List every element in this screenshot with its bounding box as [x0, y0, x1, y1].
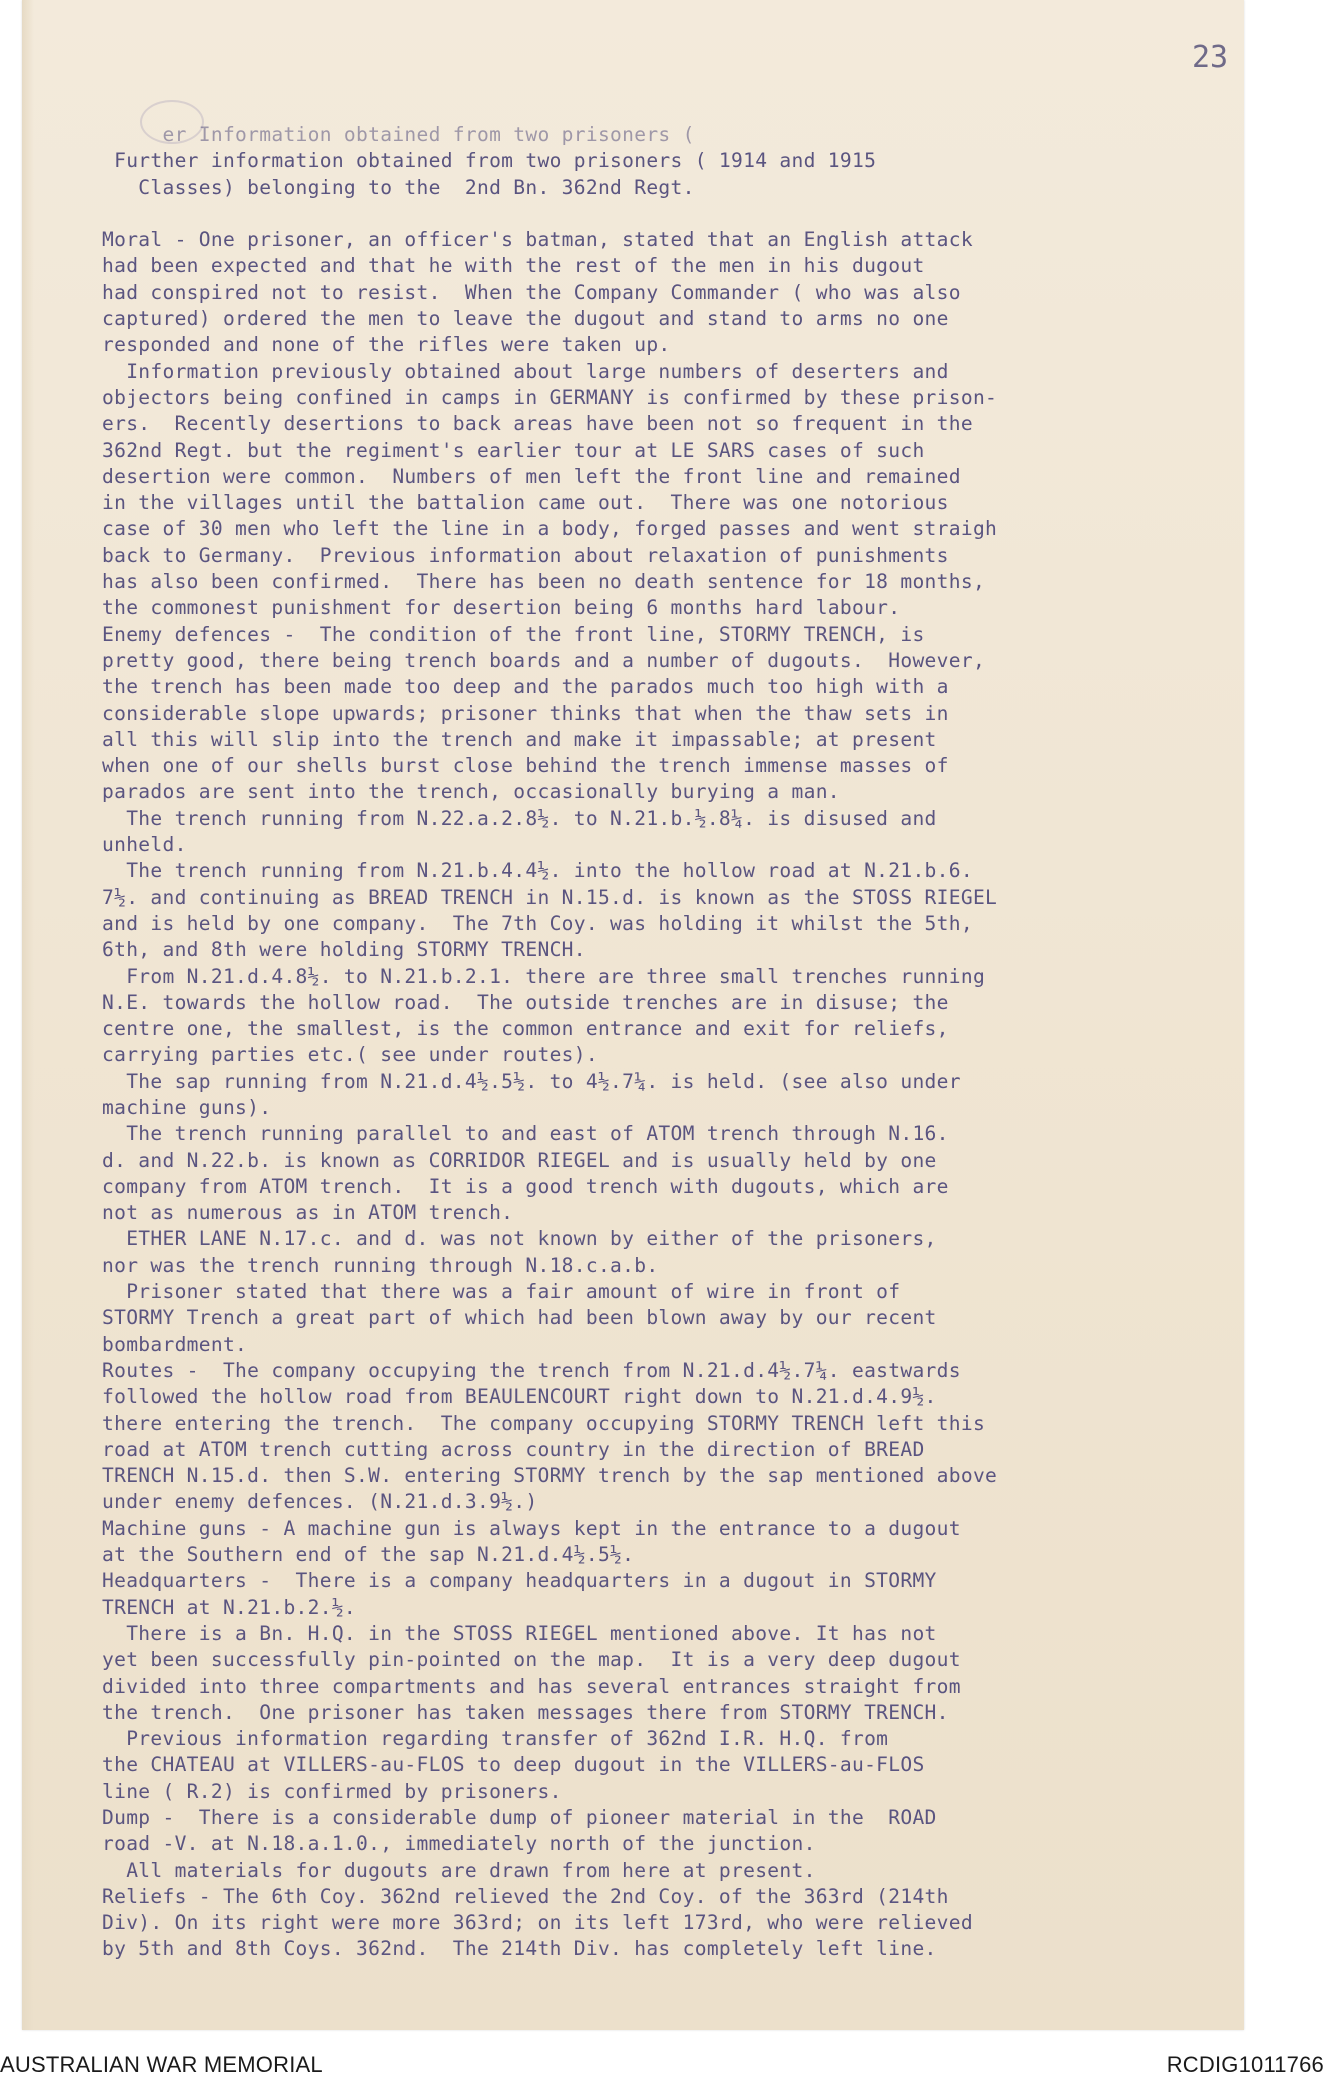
text-line: er Information obtained from two prisoners (	[102, 123, 695, 146]
text-line: had been expected and that he with the rest of the men in his dugout	[102, 254, 925, 278]
text-line: TRENCH N.15.d. then S.W. entering STORMY trench by the sap mentioned above	[102, 1464, 998, 1488]
text-line: 6th, and 8th were holding STORMY TRENCH.	[102, 938, 586, 962]
text-line: carrying parties etc.( see under routes).	[102, 1043, 598, 1067]
text-line: All materials for dugouts are drawn from here at present.	[102, 1858, 816, 1882]
text-line: in the villages until the battalion came out. There was one notorious	[102, 491, 949, 515]
text-line: at the Southern end of the sap N.21.d.4½.5½.	[102, 1543, 635, 1567]
text-line: Enemy defences - The condition of the front line, STORMY TRENCH, is	[102, 622, 925, 646]
page-number: 23	[1192, 40, 1229, 75]
text-line: divided into three compartments and has several entrances straight from	[102, 1674, 961, 1698]
text-line: Routes - The company occupying the trench from N.21.d.4½.7¼. eastwards	[102, 1358, 961, 1382]
text-line: machine guns).	[102, 1095, 272, 1119]
text-line: desertion were common. Numbers of men left the front line and remained	[102, 464, 961, 488]
text-line: under enemy defences. (N.21.d.3.9½.)	[102, 1490, 538, 1514]
text-line: line ( R.2) is confirmed by prisoners.	[102, 1779, 562, 1803]
text-line: The trench running from N.22.a.2.8½. to N.21.b.½.8¼. is disused and	[102, 806, 937, 830]
text-line: There is a Bn. H.Q. in the STOSS RIEGEL mentioned above. It has not	[102, 1621, 937, 1645]
text-line: Div). On its right were more 363rd; on its left 173rd, who were relieved	[102, 1911, 973, 1935]
text-line: Moral - One prisoner, an officer's batman, stated that an English attack	[102, 228, 973, 252]
text-line: Machine guns - A machine gun is always kept in the entrance to a dugout	[102, 1516, 961, 1540]
sheet-edge-shadow	[22, 0, 34, 2030]
text-line: ers. Recently desertions to back areas have been not so frequent in the	[102, 412, 973, 436]
text-line: Information previously obtained about large numbers of deserters and	[102, 359, 949, 383]
text-line: case of 30 men who left the line in a body, forged passes and went straigh	[102, 517, 998, 541]
text-line: considerable slope upwards; prisoner thinks that when the thaw sets in	[102, 701, 949, 725]
text-line: 7½. and continuing as BREAD TRENCH in N.15.d. is known as the STOSS RIEGEL	[102, 885, 998, 909]
text-line: yet been successfully pin-pointed on the map. It is a very deep dugout	[102, 1648, 961, 1672]
footer-archive-name: AUSTRALIAN WAR MEMORIAL	[0, 2052, 323, 2077]
text-line: has also been confirmed. There has been no death sentence for 18 months,	[102, 570, 986, 594]
text-line: Classes) belonging to the 2nd Bn. 362nd Regt.	[102, 175, 695, 199]
text-line: followed the hollow road from BEAULENCOURT right down to N.21.d.4.9½.	[102, 1385, 937, 1409]
text-line: Reliefs - The 6th Coy. 362nd relieved the 2nd Coy. of the 363rd (214th	[102, 1884, 949, 1908]
text-line: parados are sent into the trench, occasionally burying a man.	[102, 780, 840, 804]
text-line: d. and N.22.b. is known as CORRIDOR RIEGEL and is usually held by one	[102, 1148, 937, 1172]
text-line: the CHATEAU at VILLERS-au-FLOS to deep dugout in the VILLERS-au-FLOS	[102, 1753, 925, 1777]
text-line: back to Germany. Previous information about relaxation of punishments	[102, 543, 949, 567]
text-line: TRENCH at N.21.b.2.½.	[102, 1595, 357, 1619]
text-line: by 5th and 8th Coys. 362nd. The 214th Div. has completely left line.	[102, 1937, 937, 1961]
text-line: N.E. towards the hollow road. The outside trenches are in disuse; the	[102, 990, 949, 1014]
text-line: unheld.	[102, 833, 187, 857]
text-line: The trench running parallel to and east of ATOM trench through N.16.	[102, 1122, 949, 1146]
text-line: pretty good, there being trench boards and a number of dugouts. However,	[102, 648, 986, 672]
footer-record-id: RCDIG1011766	[1166, 2052, 1324, 2077]
text-line: Dump - There is a considerable dump of pioneer material in the ROAD	[102, 1806, 937, 1829]
text-line: road at ATOM trench cutting across country in the direction of BREAD	[102, 1437, 925, 1461]
text-line: had conspired not to resist. When the Company Commander ( who was also	[102, 280, 961, 304]
text-line: the commonest punishment for desertion being 6 months hard labour.	[102, 596, 901, 620]
text-line: the trench has been made too deep and the parados much too high with a	[102, 675, 949, 699]
text-line: when one of our shells burst close behind the trench immense masses of	[102, 754, 949, 778]
text-line: all this will slip into the trench and make it impassable; at present	[102, 727, 937, 751]
text-line: bombardment.	[102, 1332, 248, 1356]
text-line: the trench. One prisoner has taken messages there from STORMY TRENCH.	[102, 1700, 949, 1724]
text-line: and is held by one company. The 7th Coy. was holding it whilst the 5th,	[102, 911, 973, 935]
text-line: there entering the trench. The company occupying STORMY TRENCH left this	[102, 1411, 986, 1435]
text-line: ETHER LANE N.17.c. and d. was not known by either of the prisoners,	[102, 1227, 937, 1251]
text-line: captured) ordered the men to leave the dugout and stand to arms no one	[102, 307, 949, 331]
text-line: The trench running from N.21.b.4.4½. into the hollow road at N.21.b.6.	[102, 859, 973, 883]
text-line: STORMY Trench a great part of which had been blown away by our recent	[102, 1306, 937, 1330]
text-line: Prisoner stated that there was a fair amount of wire in front of	[102, 1280, 901, 1304]
text-line	[102, 201, 1252, 227]
text-line: responded and none of the rifles were taken up.	[102, 333, 671, 357]
text-line: nor was the trench running through N.18.c.a.b.	[102, 1253, 659, 1277]
typed-report-body	[102, 122, 1252, 1963]
text-line: centre one, the smallest, is the common entrance and exit for reliefs,	[102, 1017, 949, 1041]
text-line: 362nd Regt. but the regiment's earlier tour at LE SARS cases of such	[102, 438, 925, 462]
text-line: road -V. at N.18.a.1.0., immediately north of the junction.	[102, 1832, 816, 1856]
text-line: From N.21.d.4.8½. to N.21.b.2.1. there are three small trenches running	[102, 964, 986, 988]
text-line: company from ATOM trench. It is a good trench with dugouts, which are	[102, 1174, 949, 1198]
text-line: Headquarters - There is a company headquarters in a dugout in STORMY	[102, 1569, 937, 1593]
text-line: Previous information regarding transfer of 362nd I.R. H.Q. from	[102, 1727, 889, 1751]
text-line: not as numerous as in ATOM trench.	[102, 1201, 514, 1225]
text-line: objectors being confined in camps in GERMANY is confirmed by these prison-	[102, 385, 998, 409]
text-line: The sap running from N.21.d.4½.5½. to 4½.7¼. is held. (see also under	[102, 1069, 961, 1093]
text-line: Further information obtained from two prisoners ( 1914 and 1915	[102, 149, 877, 173]
